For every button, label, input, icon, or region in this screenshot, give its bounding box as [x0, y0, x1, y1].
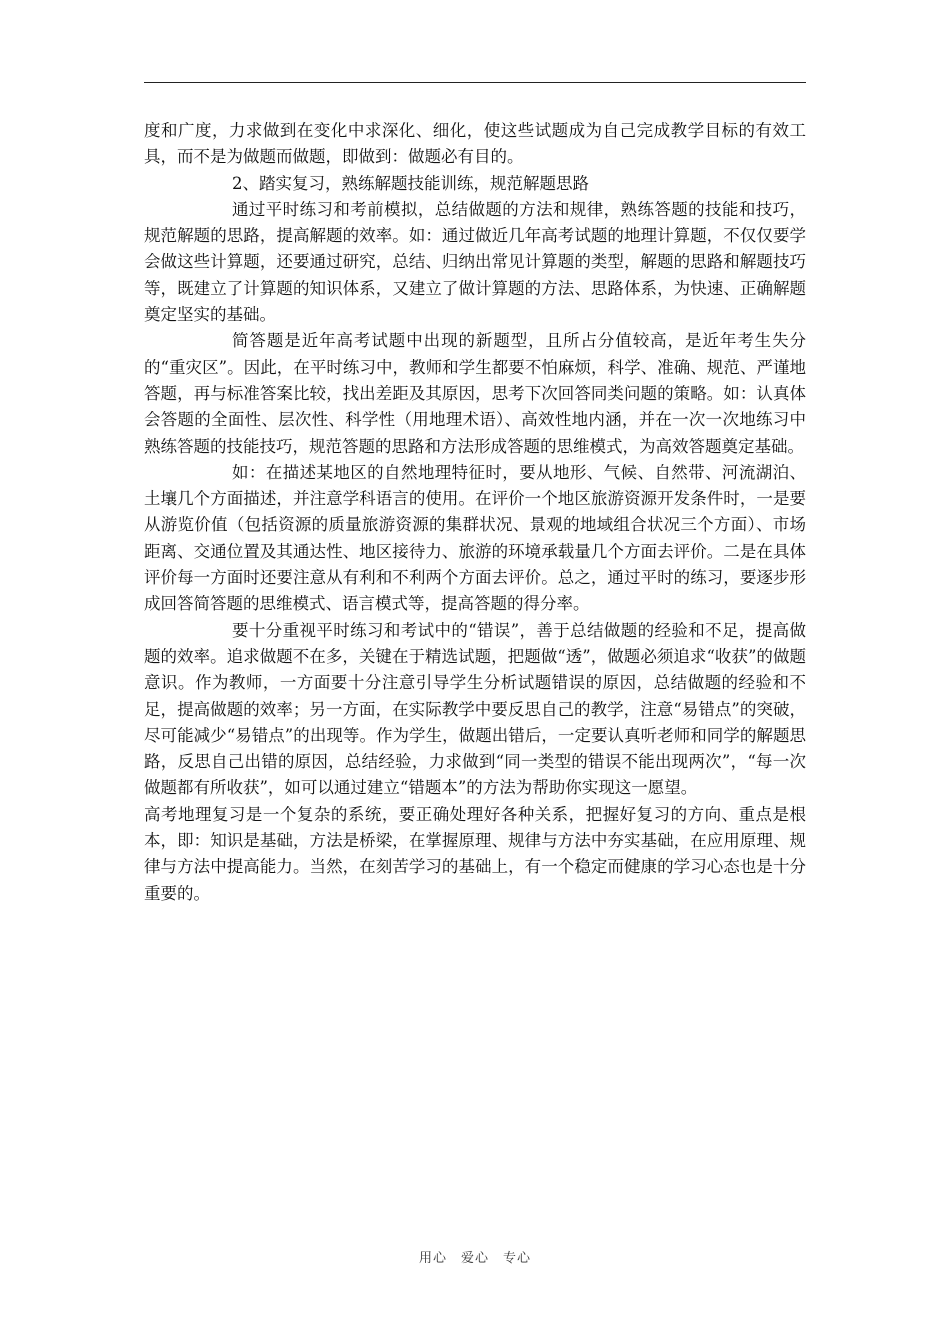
- paragraph-example: 如：在描述某地区的自然地理特征时，要从地形、气候、自然带、河流湖泊、土壤几个方面描述，并注意学科语言的使用。在评价一个地区旅游资源开发条件时，一是要从游览价值（包括资源的质量旅游资源的集群状况、景观的地域组合状况三个方面）、市场距离、交通位置及其通达性、地区接待力、旅游的环境承载量几个方面去评价。二是在具体评价每一方面时还要注意从有利和不利两个方面去评价。总之，通过平时的练习，要逐步形成回答简答题的思维模式、语言模式等，提高答题的得分率。: [144, 462, 806, 614]
- header-rule: [144, 82, 806, 83]
- paragraph-short-answer: 简答题是近年高考试题中出现的新题型，且所占分值较高，是近年考生失分的“重灾区”。因此，在平时练习中，教师和学生都要不怕麻烦，科学、准确、规范、严谨地答题，再与标准答案比较，找出差距及其原因，思考下次回答同类问题的策略。如：认真体会答题的全面性、层次性、科学性（用地理术语）、高效性地内涵，并在一次一次地练习中熟练答题的技能技巧，规范答题的思路和方法形成答题的思维模式，为高效答题奠定基础。: [144, 331, 806, 456]
- paragraph-practice-method: 通过平时练习和考前模拟，总结做题的方法和规律，熟练答题的技能和技巧，规范解题的思路，提高解题的效率。如：通过做近几年高考试题的地理计算题，不仅仅要学会做这些计算题，还要通过研究，总结、归纳出常见计算题的类型，解题的思路和解题技巧等，既建立了计算题的知识体系，又建立了做计算题的方法、思路体系，为快速、正确解题奠定坚实的基础。: [144, 199, 806, 325]
- paragraph-conclusion: 高考地理复习是一个复杂的系统，要正确处理好各种关系，把握好复习的方向、重点是根本，即：知识是基础，方法是桥梁，在掌握原理、规律与方法中夯实基础，在应用原理、规律与方法中提高能力。当然，在刻苦学习的基础上，有一个稳定而健康的学习心态也是十分重要的。: [144, 804, 806, 903]
- page-footer: 用心 爱心 专心: [418, 1251, 531, 1266]
- paragraph-errors: 要十分重视平时练习和考试中的“错误”，善于总结做题的经验和不足，提高做题的效率。追求做题不在多，关键在于精选试题，把题做“透”，做题必须追求“收获”的做题意识。作为教师，一方面要十分注意引导学生分析试题错误的原因，总结做题的经验和不足，提高做题的效率；另一方面，在实际教学中要反思自己的教学，注意“易错点”的突破，尽可能减少“易错点”的出现等。作为学生，做题出错后，一定要认真听老师和同学的解题思路，反思自己出错的原因，总结经验，力求做到“同一类型的错误不能出现两次”，“每一次做题都有所收获”，如可以通过建立“错题本”的方法为帮助你实现这一愿望。: [144, 620, 806, 798]
- document-body: [144, 118, 806, 907]
- section-heading: 2、踏实复习，熟练解题技能训练，规范解题思路: [232, 173, 589, 193]
- paragraph-continuation: 度和广度，力求做到在变化中求深化、细化，使这些试题成为自己完成教学目标的有效工具，而不是为做题而做题，即做到：做题必有目的。: [144, 121, 806, 167]
